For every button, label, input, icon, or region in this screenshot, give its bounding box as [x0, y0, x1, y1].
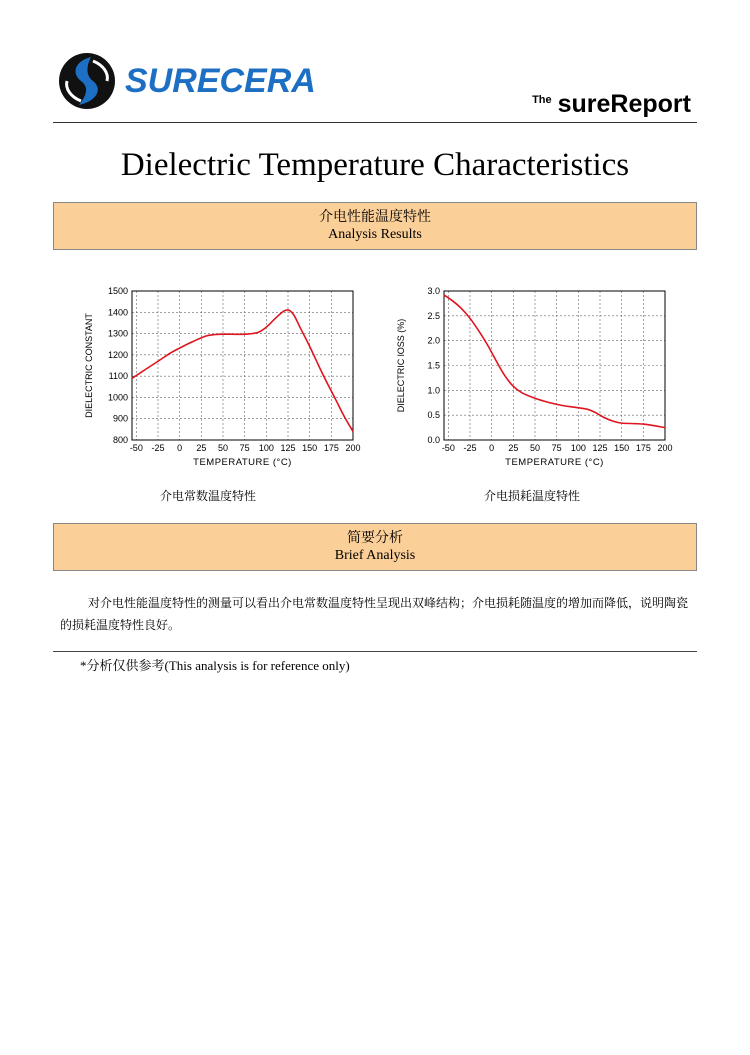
document-title: Dielectric Temperature Characteristics — [120, 147, 630, 183]
analysis-results-band — [53, 202, 697, 250]
x-tick-label: 125 — [592, 443, 608, 453]
brand-name: SURECERA — [125, 62, 316, 100]
x-axis-label: TEMPERATURE (°C) — [505, 457, 604, 468]
y-tick-label: 1.0 — [427, 385, 440, 396]
report-name: sureReport — [557, 90, 691, 118]
brief-analysis-en: Brief Analysis — [334, 548, 416, 563]
y-axis-label: DIELECTRIC CONSTANT — [84, 313, 94, 418]
x-tick-label: 200 — [657, 443, 673, 453]
y-tick-label: 2.5 — [427, 310, 440, 321]
x-tick-label: 0 — [489, 443, 495, 453]
series-line — [132, 310, 353, 432]
x-tick-label: 175 — [323, 443, 339, 453]
x-tick-label: -25 — [463, 443, 477, 453]
y-tick-label: 0.0 — [427, 435, 440, 445]
y-axis-label: DIELECTRIC lOSS (%) — [396, 318, 406, 413]
x-tick-label: 0 — [177, 443, 183, 453]
dielectric-loss-chart — [392, 278, 677, 478]
y-tick-label: 1000 — [107, 392, 128, 403]
dielectric-loss-caption: 介电损耗温度特性 — [484, 489, 581, 503]
y-tick-label: 1300 — [107, 328, 128, 339]
report-tag — [532, 90, 691, 119]
report-the: The — [532, 94, 552, 106]
x-tick-label: 25 — [196, 443, 207, 453]
surecera-logo-icon — [57, 51, 117, 111]
x-tick-label: 200 — [345, 443, 361, 453]
y-tick-label: 1.5 — [427, 360, 440, 371]
dielectric-constant-chart — [80, 278, 365, 478]
x-tick-label: 100 — [570, 443, 586, 453]
brief-analysis-band — [53, 523, 697, 571]
x-tick-label: 150 — [302, 443, 318, 453]
footer-divider — [53, 651, 697, 652]
x-tick-label: -50 — [129, 443, 143, 453]
x-tick-label: 125 — [280, 443, 296, 453]
x-tick-label: 100 — [258, 443, 274, 453]
plot-frame — [132, 291, 353, 440]
y-tick-label: 2.0 — [427, 335, 440, 346]
reference-footnote: *分析仅供参考(This analysis is for reference only) — [80, 658, 350, 673]
analysis-results-cn: 介电性能温度特性 — [319, 209, 431, 225]
x-tick-label: 150 — [614, 443, 630, 453]
report-header — [53, 48, 697, 124]
y-tick-label: 1400 — [107, 307, 128, 318]
brief-analysis-cn: 简要分析 — [347, 530, 403, 546]
y-tick-label: 0.5 — [427, 410, 440, 421]
y-tick-label: 1200 — [107, 349, 128, 360]
dielectric-constant-svg — [80, 278, 365, 473]
header-divider — [53, 122, 697, 123]
x-tick-label: 50 — [529, 443, 541, 453]
x-axis-label: TEMPERATURE (°C) — [193, 457, 292, 468]
y-tick-label: 3.0 — [427, 286, 440, 296]
y-tick-label: 1500 — [107, 286, 128, 296]
dielectric-loss-svg — [392, 278, 677, 473]
y-tick-label: 800 — [112, 435, 128, 445]
x-tick-label: 175 — [635, 443, 651, 453]
y-tick-label: 1100 — [108, 371, 128, 382]
series-line — [444, 295, 665, 428]
y-tick-label: 900 — [112, 413, 128, 424]
x-tick-label: 50 — [217, 443, 229, 453]
dielectric-constant-caption: 介电常数温度特性 — [160, 489, 257, 503]
x-tick-label: -25 — [151, 443, 165, 453]
x-tick-label: 75 — [551, 443, 562, 453]
analysis-paragraph: 对介电性能温度特性的测量可以看出介电常数温度特性呈现出双峰结构；介电损耗随温度的增加而降低，说明陶瓷的损耗温度特性良好。 — [60, 596, 689, 632]
x-tick-label: 75 — [239, 443, 250, 453]
x-tick-label: 25 — [508, 443, 519, 453]
analysis-results-en: Analysis Results — [328, 227, 422, 242]
x-tick-label: -50 — [441, 443, 455, 453]
